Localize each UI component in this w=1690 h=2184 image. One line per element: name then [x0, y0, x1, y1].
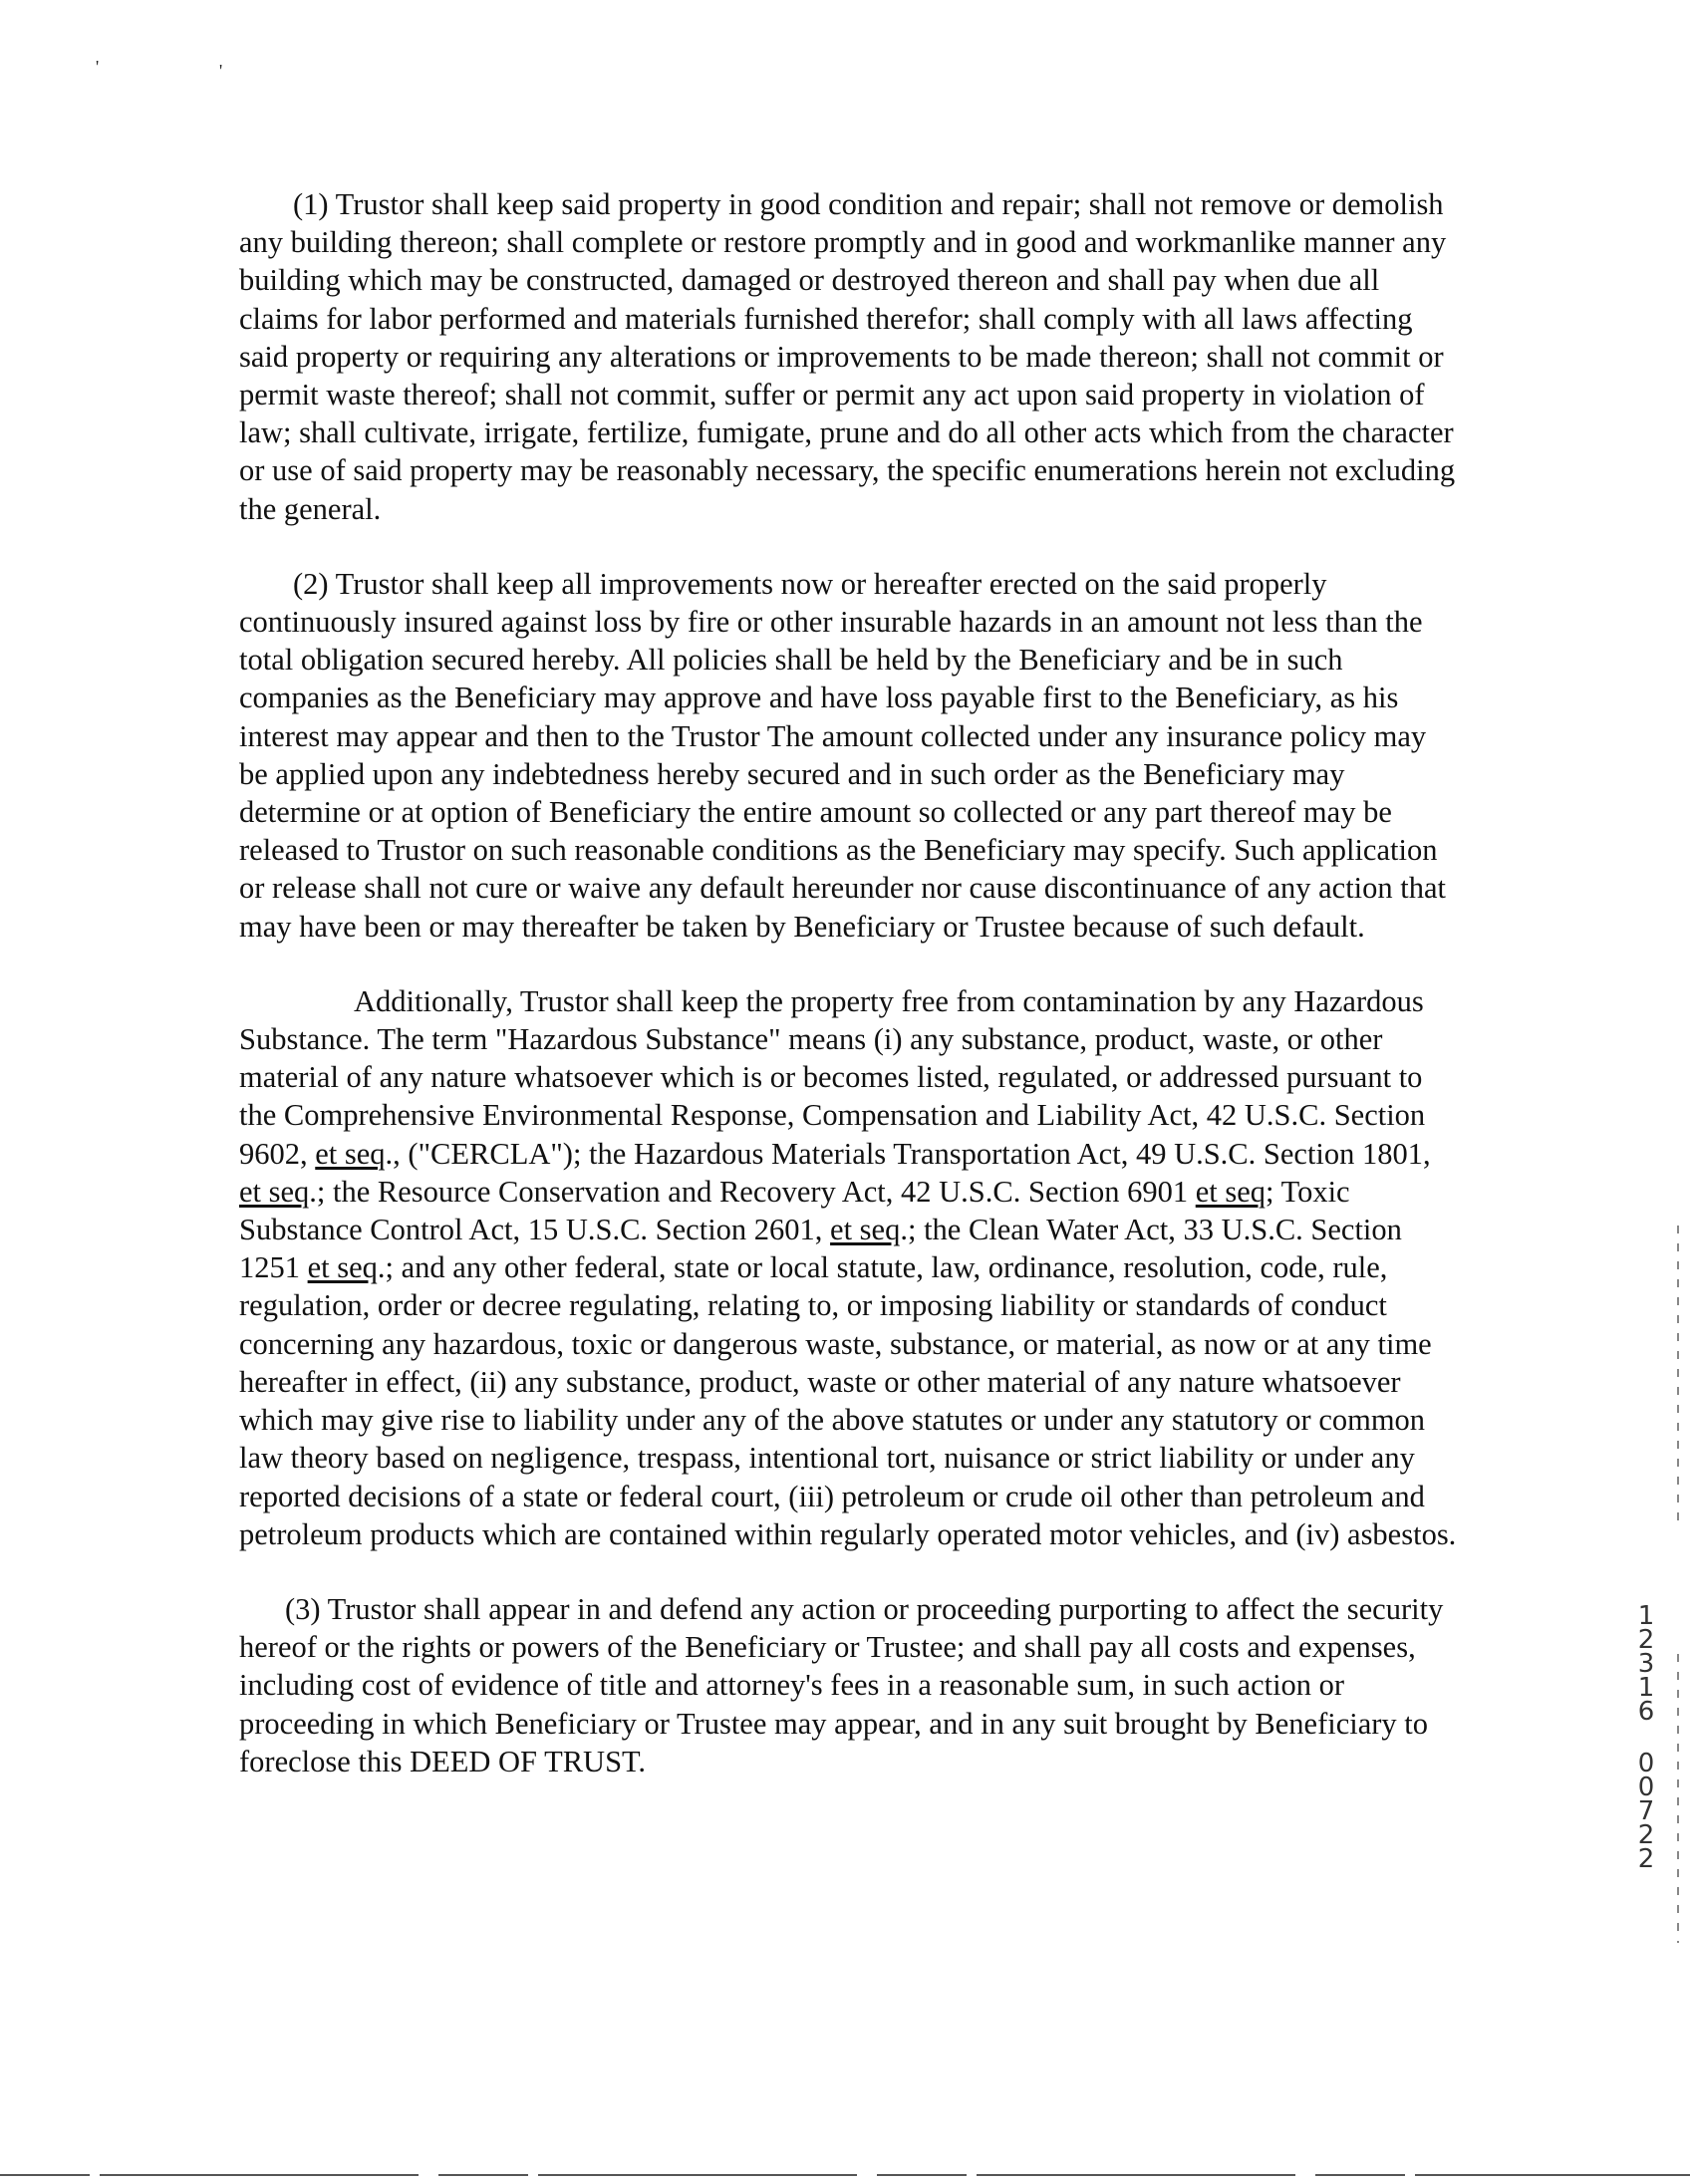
paragraph-text: .; the Clean Water Act, 33 U.S.C. Section 1251	[239, 1213, 1402, 1285]
stamp-digit: 3	[1637, 1649, 1655, 1679]
paragraph-2	[239, 565, 1457, 946]
underlined-citation: et seq	[307, 1250, 378, 1285]
stamp-digit: 2	[1637, 1625, 1655, 1655]
scan-edge-line	[1677, 1654, 1679, 1943]
stamp-digit: 0	[1637, 1773, 1655, 1802]
paragraph-3	[239, 1590, 1457, 1780]
scan-mark: '	[219, 61, 223, 81]
underlined-citation: et seq	[315, 1136, 386, 1171]
underlined-citation: et seq	[239, 1174, 310, 1209]
stamp-digit: 2	[1637, 1820, 1655, 1850]
document-body	[239, 185, 1457, 1817]
underlined-citation: et seq	[1195, 1174, 1267, 1209]
stamp-digit: 2	[1637, 1844, 1655, 1874]
paragraph-1	[239, 185, 1457, 528]
paragraph-text: .; and any other federal, state or local statute, law, ordinance, resolution, code, rule, regulation, order or decree regulating, relating to, or imposing liability or standards of conduct concerning any hazardous, toxic or dangerous waste, substance, or material, as now or at any time hereafter in effect, (ii) any substance, product, waste or other material of any nature whatsoever which may give rise to liability under any of the above statutes or under any statutory or common law theory based on negligence, trespass, intentional tort, nuisance or strict liability or under any reported decisions of a state or federal court, (iii) petroleum or crude oil other than petroleum and petroleum products which are contained within regularly operated motor vehicles, and (iv) asbestos.	[239, 1250, 1457, 1551]
paragraph-text: (2) Trustor shall keep all improvements now or hereafter erected on the said properly continuously insured against loss by fire or other insurable hazards in an amount not less than the total obligation secured hereby. All policies shall be held by the Beneficiary and be in such companies as the Beneficiary may approve and have loss payable first to the Beneficiary, as his interest may appear and then to the Trustor The amount collected under any insurance policy may be applied upon any indebtedness hereby secured and in such order as the Beneficiary may determine or at option of Beneficiary the entire amount so collected or any part thereof may be released to Trustor on such reasonable conditions as the Beneficiary may specify. Such application or release shall not cure or waive any default hereunder nor cause discontinuance of any action that may have been or may thereafter be taken by Beneficiary or Trustee because of such default.	[239, 566, 1447, 944]
margin-document-number-stamp	[1631, 1601, 1661, 1874]
scan-mark: '	[96, 57, 100, 77]
paragraph-hazardous-substance	[239, 982, 1457, 1553]
stamp-digit: 1	[1637, 1673, 1655, 1703]
paragraph-text: Additionally, Trustor shall keep the property free from contamination by any Hazardous Substance. The term "Hazardous Substance" means (i) any substance, product, waste, or other material of any nature whatsoever which is or becomes listed, regulated, or addressed pursuant to the Comprehensive Environmental Response, Compensation and Liability Act, 42 U.S.C. Section 9602,	[239, 983, 1426, 1171]
scan-bottom-rule	[0, 2174, 1690, 2176]
paragraph-text: ; Toxic Substance Control Act, 15 U.S.C. Section 2601,	[239, 1174, 1350, 1247]
paragraph-text: (3) Trustor shall appear in and defend any action or proceeding purporting to affect the security hereof or the rights or powers of the Beneficiary or Trustee; and shall pay all costs and expenses, including cost of evidence of title and attorney's fees in a reasonable sum, in such action or proceeding in which Beneficiary or Trustee may appear, and in any suit brought by Beneficiary to foreclose this DEED OF TRUST.	[239, 1591, 1444, 1778]
stamp-digit: 6	[1637, 1697, 1655, 1727]
stamp-digit: 7	[1637, 1796, 1655, 1826]
stamp-digit: 1	[1637, 1601, 1655, 1631]
scan-edge-line	[1677, 1226, 1679, 1524]
stamp-digit: 0	[1637, 1749, 1655, 1778]
underlined-citation: et seq	[830, 1213, 901, 1247]
paragraph-text: ., ("CERCLA"); the Hazardous Materials Transportation Act, 49 U.S.C. Section 1801,	[385, 1136, 1431, 1171]
paragraph-text: (1) Trustor shall keep said property in good condition and repair; shall not remove or demolish any building thereon; shall complete or restore promptly and in good and workmanlike manner any building which may be constructed, damaged or destroyed thereon and shall pay when due all claims for labor performed and materials furnished therefor; shall comply with all laws affecting said property or requiring any alterations or improvements to be made thereon; shall not commit or permit waste thereof; shall not commit, suffer or permit any act upon said property in violation of law; shall cultivate, irrigate, fertilize, fumigate, prune and do all other acts which from the character or use of said property may be reasonably necessary, the specific enumerations herein not excluding the general.	[239, 187, 1456, 526]
paragraph-text: .; the Resource Conservation and Recovery Act, 42 U.S.C. Section 6901	[309, 1174, 1196, 1209]
